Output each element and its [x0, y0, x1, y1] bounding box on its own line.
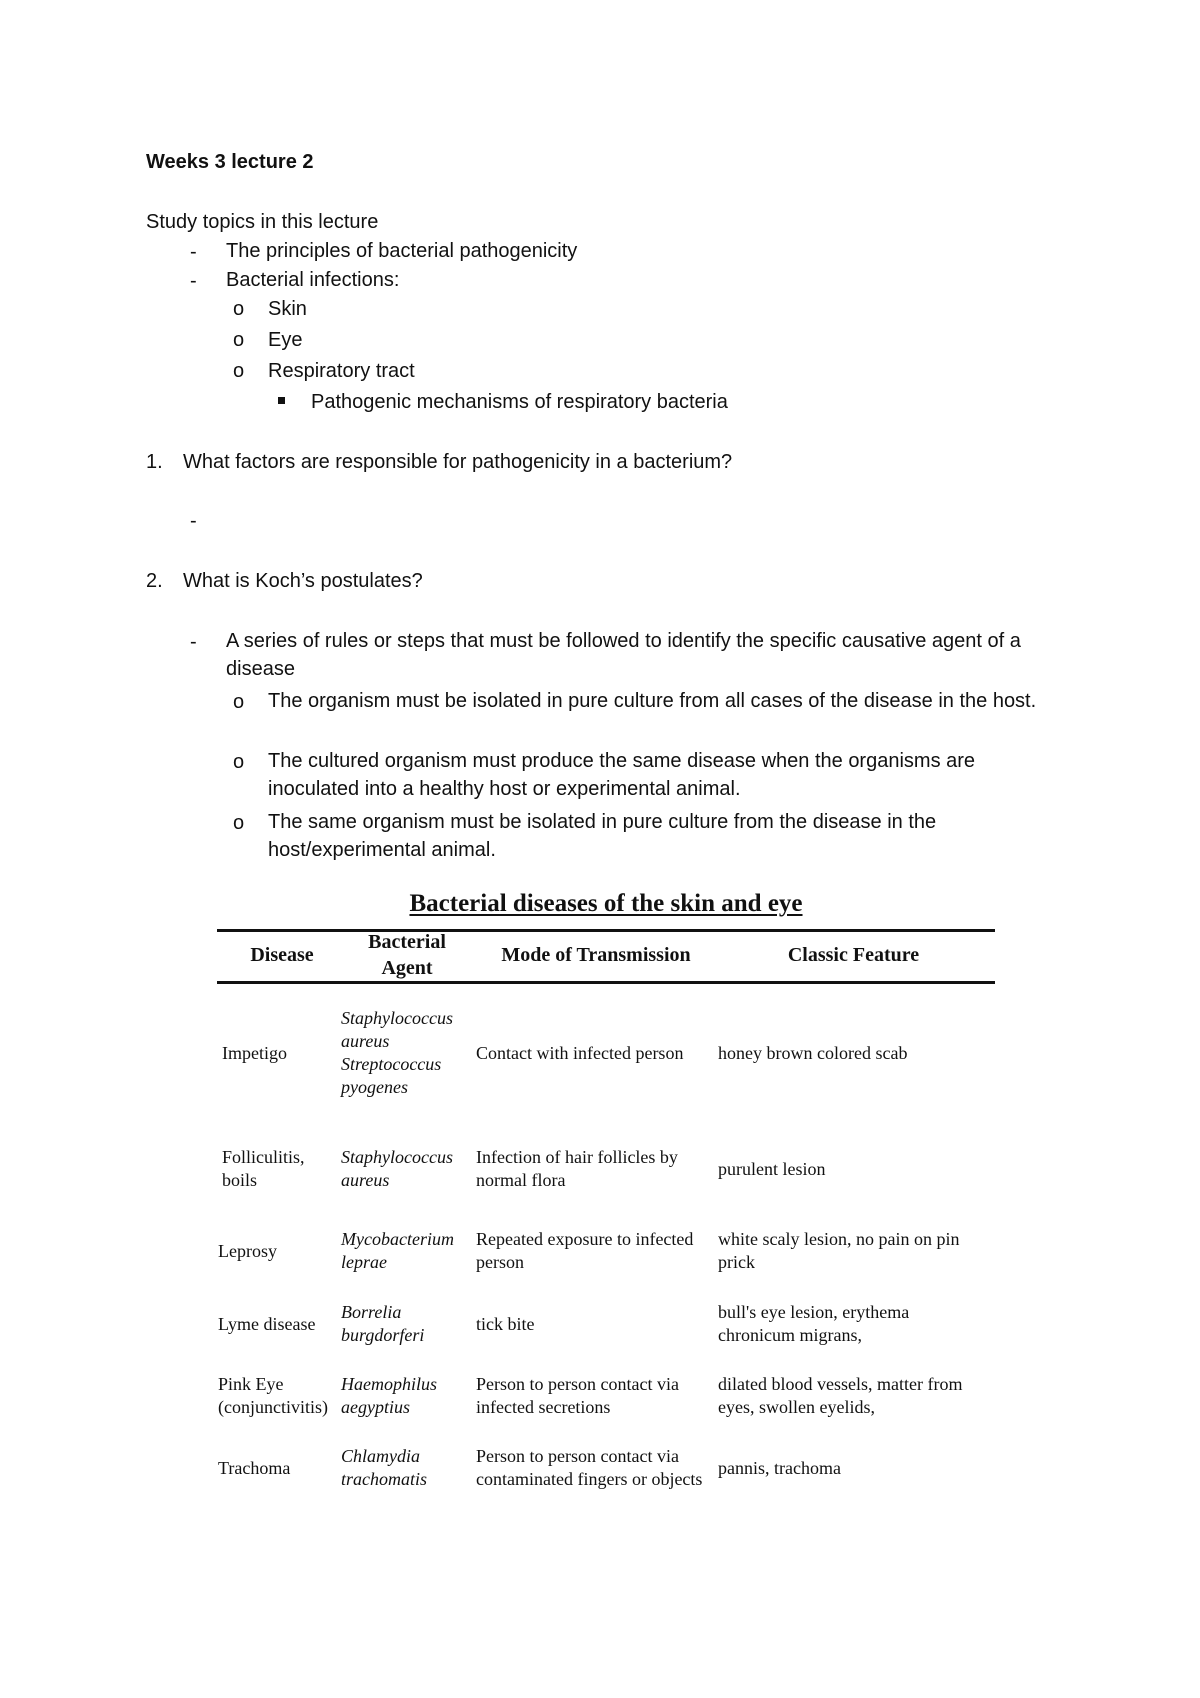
topic-item: Bacterial infections:	[226, 269, 400, 291]
postulate-item: The same organism must be isolated in pure culture from the disease in the host/experimental animal.	[268, 811, 937, 861]
table-cell-agent: Mycobacterium leprae	[341, 1229, 454, 1272]
subsubtopic-item: Pathogenic mechanisms of respiratory bacteria	[311, 391, 728, 413]
subtopic-item: Skin	[268, 298, 307, 320]
table-cell-feature: purulent lesion	[718, 1159, 826, 1179]
postulate-item: The cultured organism must produce the same disease when the organisms are inoculated into a healthy host or experimental animal.	[268, 750, 976, 800]
topic-item: The principles of bacterial pathogenicity	[226, 240, 578, 262]
question-number: 2.	[146, 570, 163, 592]
dash-bullet: -	[190, 510, 197, 532]
lecture-title: Weeks 3 lecture 2	[146, 151, 314, 173]
column-header-feature: Classic Feature	[787, 944, 920, 966]
table-cell-disease: Pink Eye (conjunctivitis)	[218, 1374, 328, 1417]
table-cell-transmission: Contact with infected person	[476, 1043, 684, 1063]
table-cell-disease: Impetigo	[222, 1043, 287, 1063]
table-cell-feature: white scaly lesion, no pain on pin prick	[718, 1229, 960, 1272]
table-cell-feature: honey brown colored scab	[718, 1043, 908, 1063]
table-cell-agent: Staphylococcus aureus Streptococcus pyogenes	[341, 1008, 453, 1097]
subtopic-item: Respiratory tract	[268, 360, 415, 382]
postulate-item: The organism must be isolated in pure culture from all cases of the disease in the host.	[268, 690, 1037, 712]
table-cell-transmission: Person to person contact via contaminated fingers or objects	[476, 1446, 703, 1489]
table-cell-agent: Chlamydia trachomatis	[341, 1446, 428, 1489]
question-text: What is Koch’s postulates?	[183, 570, 423, 592]
column-header-disease: Disease	[250, 944, 314, 966]
column-header-agent	[346, 929, 468, 981]
subtopic-item: Eye	[268, 329, 303, 351]
table-cell-disease: Leprosy	[218, 1241, 277, 1261]
table-cell-transmission: tick bite	[476, 1314, 535, 1334]
table-cell-transmission: Infection of hair follicles by normal flora	[476, 1147, 678, 1190]
circle-bullet: o	[233, 812, 245, 834]
column-header-agent-line2: Agent	[381, 957, 433, 979]
table-cell-transmission: Person to person contact via infected secretions	[476, 1374, 679, 1417]
question-text: What factors are responsible for pathogenicity in a bacterium?	[183, 451, 733, 473]
circle-bullet: o	[233, 751, 245, 773]
circle-bullet: o	[233, 329, 245, 351]
table-cell-disease: Trachoma	[218, 1458, 291, 1478]
table-cell-transmission: Repeated exposure to infected person	[476, 1229, 694, 1272]
table-cell-disease: Lyme disease	[218, 1314, 316, 1334]
table-cell-agent: Haemophilus aegyptius	[341, 1374, 437, 1417]
table-cell-disease: Folliculitis, boils	[222, 1147, 305, 1190]
table-title: Bacterial diseases of the skin and eye	[409, 890, 803, 917]
table-cell-agent: Staphylococcus aureus	[341, 1147, 453, 1190]
table-cell-agent: Borrelia burgdorferi	[341, 1302, 425, 1345]
table-cell-feature: bull's eye lesion, erythema chronicum migrans,	[718, 1302, 910, 1345]
dash-bullet: -	[190, 241, 197, 263]
dash-bullet: -	[190, 631, 197, 653]
table-cell-feature: pannis, trachoma	[718, 1458, 841, 1478]
table-top-rule	[217, 929, 995, 932]
answer-text: A series of rules or steps that must be followed to identify the specific causative agent of a disease	[226, 630, 1021, 680]
circle-bullet: o	[233, 298, 245, 320]
square-bullet	[278, 397, 285, 404]
study-topics-heading: Study topics in this lecture	[146, 211, 379, 233]
question-number: 1.	[146, 451, 163, 473]
dash-bullet: -	[190, 270, 197, 292]
column-header-agent-line1: Bacterial	[368, 931, 446, 953]
circle-bullet: o	[233, 691, 245, 713]
table-header-rule	[217, 981, 995, 984]
circle-bullet: o	[233, 360, 245, 382]
table-cell-feature: dilated blood vessels, matter from eyes, swollen eyelids,	[718, 1374, 963, 1417]
column-header-transmission: Mode of Transmission	[501, 944, 691, 966]
